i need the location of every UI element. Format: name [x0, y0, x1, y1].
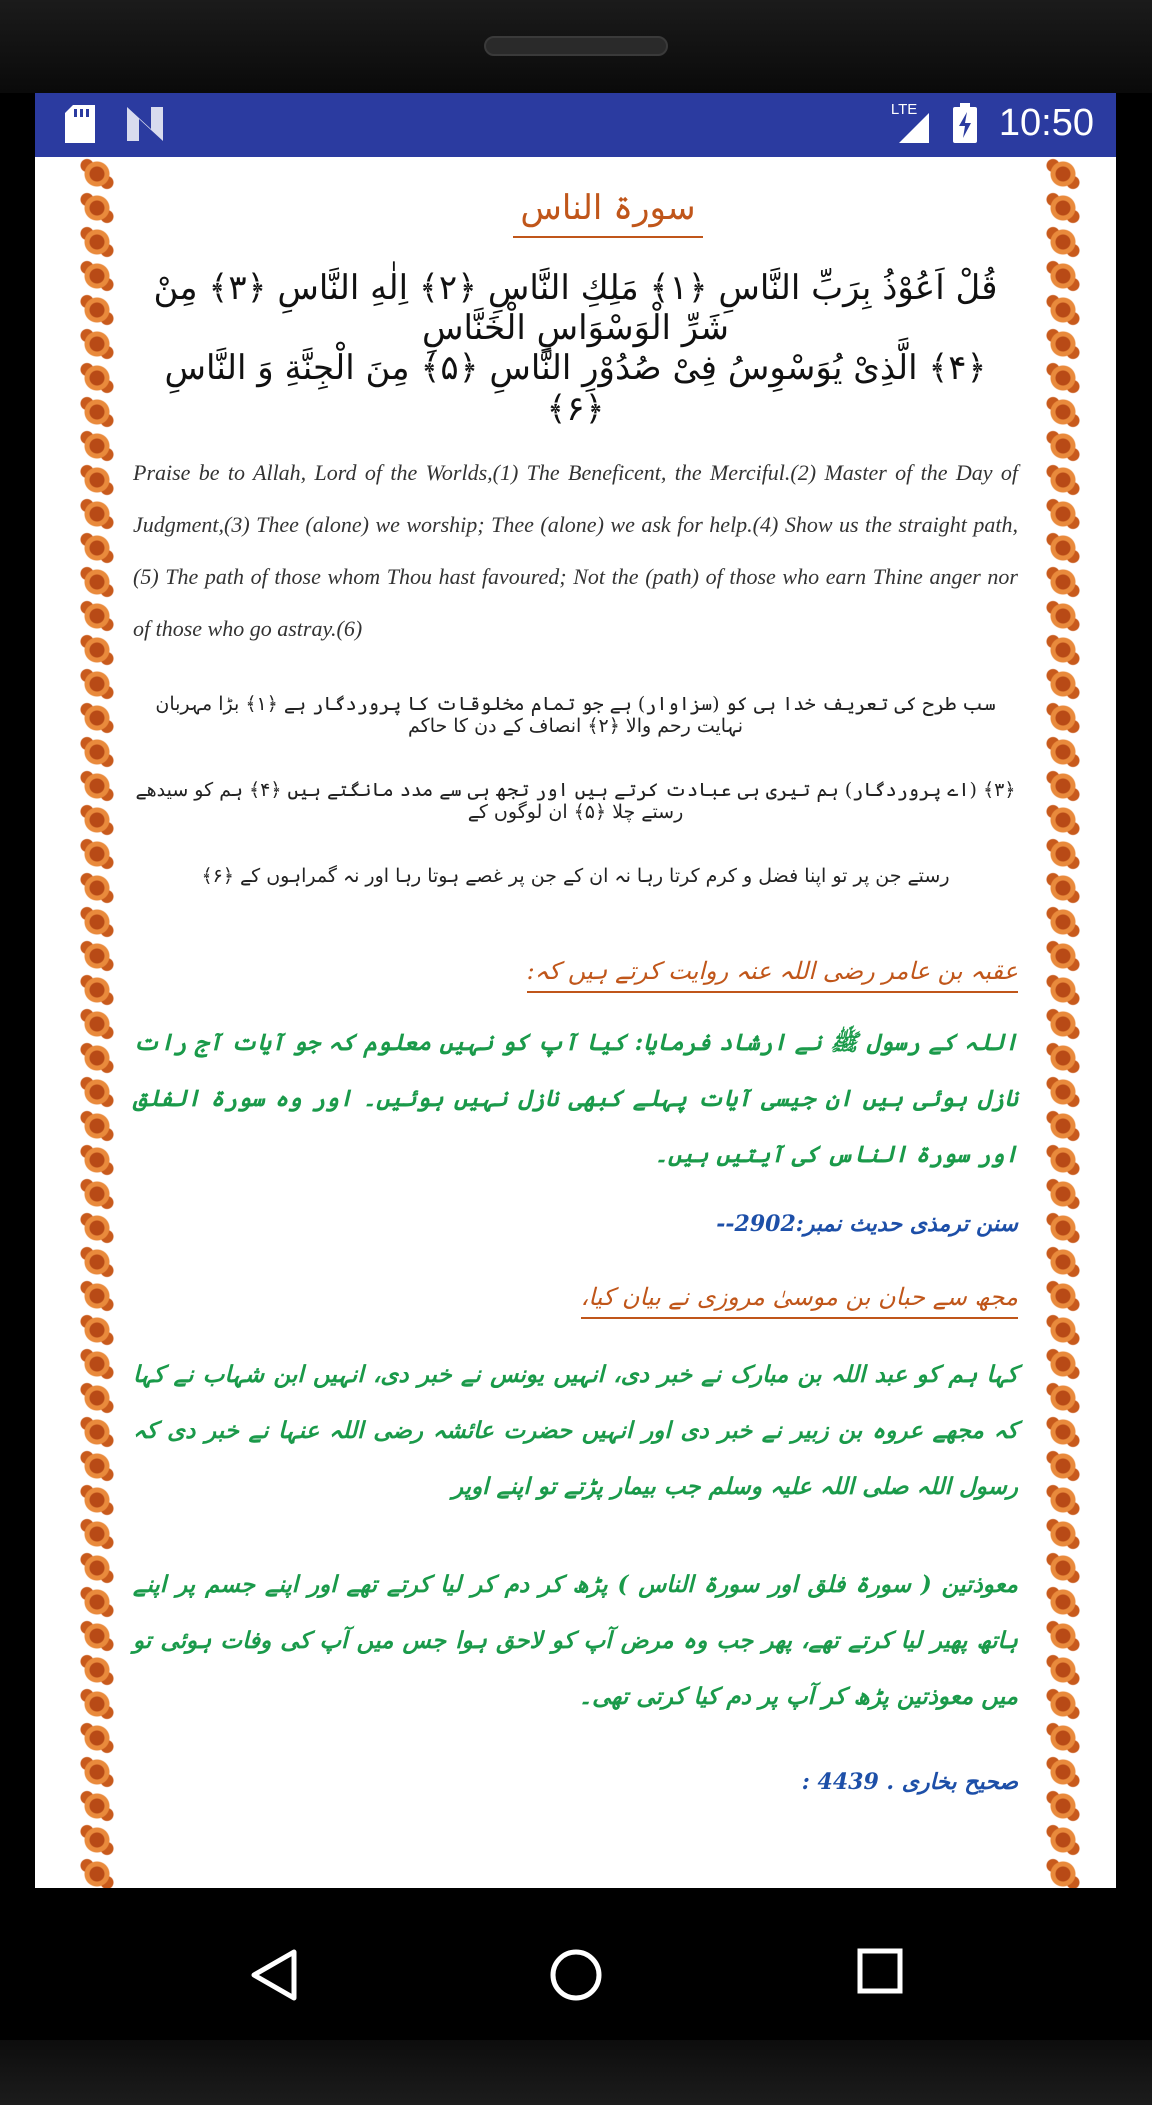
device-bezel-top — [0, 0, 1152, 93]
hadith-2-text-2: معوذتین ( سورۃ فلق اور سورۃ الناس ) پڑھ کر دم کر لیا کرتے تھے اور اپنے جسم پر اپنے ہاتھ پھیر لیا کرتے تھے، پھر جب وہ مرض آپ کو لاحق ہوا جس میں آپ کی وفات ہوئی تو میں معوذتین پڑھ کر آپ پر دم کیا کرتی تھی۔ — [133, 1571, 1018, 1710]
english-translation: Praise be to Allah, Lord of the Worlds,(1) The Beneficent, the Merciful.(2) Master of the Day of Judgment,(3) Thee (alone) we worship; Thee (alone) we ask for help.(4) Show us the straight path,(5) The path of those whom Thou hast favoured; Not the (path) of those who earn Thine anger nor of those who go astray.(6) — [133, 460, 1018, 641]
hadith-2-text-1: کہا ہم کو عبد اللہ بن مبارک نے خبر دی، انہیں یونس نے خبر دی، انہیں ابن شہاب نے کہا کہ مجھے عروہ بن زبیر نے خبر دی اور انہیں حضرت عائشہ رضی اللہ عنہا نے خبر دی کہ رسول اللہ صلی اللہ علیہ وسلم جب بیمار پڑتے تو اپنے اوپر — [133, 1361, 1018, 1500]
hadith-1-heading: عقبہ بن عامر رضی اللہ عنہ روایت کرتے ہیں کہ: — [527, 957, 1018, 993]
network-type-label: LTE — [890, 101, 918, 118]
sd-card-icon — [65, 105, 95, 143]
hadith-2-reference: صحیح بخاری . 4439 : — [801, 1769, 1018, 1795]
device-bezel-bottom — [0, 2040, 1152, 2105]
home-icon[interactable] — [549, 1948, 603, 2002]
status-time: 10:50 — [998, 101, 1094, 144]
signal-icon — [891, 101, 931, 145]
floral-border-left — [77, 157, 117, 1888]
hadith-1-reference: سنن ترمذی حدیث نمبر:2902-- — [716, 1211, 1018, 1237]
urdu-translation-line-1: سب طرح کی تعریف خدا ہی کو (سزاوار) ہے جو تمام مخلوقات کا پروردگار ہے ﴿۱﴾ بڑا مہربان نہایت رحم والا ﴿۲﴾ انصاف کے دن کا حاکم — [155, 693, 996, 737]
floral-border-right — [1043, 157, 1083, 1888]
speaker-grille — [484, 36, 668, 56]
n-app-icon — [125, 107, 165, 141]
ayah-line-1: قُلْ اَعُوْذُ بِرَبِّ النَّاسِ ﴿۱﴾ مَلِكِ النَّاسِ ﴿۲﴾ اِلٰهِ النَّاسِ ﴿۳﴾ مِنْ شَرِّ الْوَسْوَاسِ الْخَنَّاسِ — [153, 268, 998, 348]
urdu-translation-line-2: ﴿۳﴾ (اے پروردگار) ہم تیری ہی عبادت کرتے ہیں اور تجھ ہی سے مدد مانگتے ہیں ﴿۴﴾ ہم کو سیدھے رستے چلا ﴿۵﴾ ان لوگوں کے — [135, 779, 1016, 823]
back-icon[interactable] — [248, 1948, 298, 2002]
hadith-1-text: اللہ کے رسول ﷺ نے ارشاد فرمایا: کیا آپ کو نہیں معلوم کہ جو آیات آج رات نازل ہوئی ہیں ان جیسی آیات پہلے کبھی نازل نہیں ہوئیں۔ اور وہ سورۃ الفلق اور سورۃ الناس کی آیتیں ہیں۔ — [133, 1029, 1018, 1168]
recents-icon[interactable] — [857, 1948, 903, 1994]
status-bar — [35, 93, 1116, 157]
battery-charging-icon — [953, 103, 977, 143]
phone-screen — [35, 93, 1116, 1888]
urdu-translation-line-3: رستے جن پر تو اپنا فضل و کرم کرتا رہا نہ ان کے جن پر غصے ہوتا رہا اور نہ گمراہوں کے ﴿۶﴾ — [201, 865, 950, 887]
reader-page[interactable] — [35, 157, 1116, 1888]
ayah-line-2: ﴿۴﴾ الَّذِیْ یُوَسْوِسُ فِیْ صُدُوْرِ النَّاسِ ﴿۵﴾ مِنَ الْجِنَّةِ وَ النَّاسِ ﴿۶﴾ — [164, 348, 987, 429]
surah-title: سورۃ الناس — [513, 187, 703, 238]
hadith-2-heading: مجھ سے حبان بن موسیٰ مروزی نے بیان کیا، — [581, 1283, 1018, 1319]
